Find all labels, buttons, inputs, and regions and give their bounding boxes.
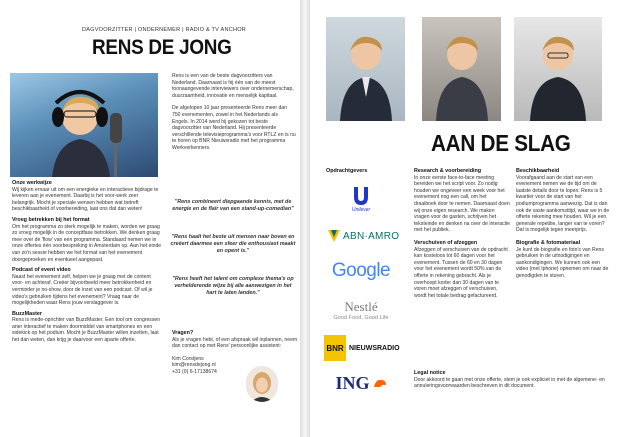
page-title: RENS DE JONG — [92, 36, 232, 59]
section-body: Naast het evenement zelf, helpen we je graag met de content voor- en achteraf. Creëer bijvoorbeeld meer betrokkenheid en verminder je no-show, door de inzet van een podcast. Of wil je video's gebruiken tijdens het evenement? Vraag naar de mogelijkheden waar Rens jouw verslaggever is. — [12, 273, 153, 307]
section-body: Voorafgaand aan de start van een evenement nemen we de tijd om de laatste details door te lopen. Rens is 5 kwartier voor de start van het podiumprogramma aanwezig. Dat is dan ook de vaste aankomsttijd, waar we in de offerte rekening mee houden. Wil je een generale repetitie, langer van te voren? Dat is mogelijk tegen meerprijs. — [516, 174, 610, 234]
contact-email[interactable]: kim@rensdejong.nl — [172, 362, 216, 369]
radio-studio-photo — [10, 73, 158, 177]
section-heading: Onze werkwijze — [12, 180, 52, 186]
section-heading: Beschikbaarheid — [516, 168, 560, 174]
section — [12, 217, 162, 263]
right-page — [310, 0, 618, 437]
section-body: Om het programma zo sterk mogelijk te maken, worden we graag zo vroeg mogelijk in de conceptfase betrokken. We denken graag mee over de 'flow' van een programma. Standaard nemen we in onze offertes één voorbespreking in Amsterdam op. Aan het einde van zo'n sessie hebben we het format van het evenement doorgeproeken en eventueel aangepast. — [12, 223, 162, 263]
tagline: DAGVOORZITTER | ONDERNEMER | RADIO & TV ANCHOR — [82, 27, 246, 33]
section-body: In onze eerste face-to-face meeting bereiden we het script voor. Zo nodig houden we ongeveer een week voor het evenement nog een call, om het draaiboek door te nemen. Daarnaast doen wij onze eigen research. We maken vragen voor de gasten, schrijven het teksteinde en denken na over de interactie met het publiek. — [414, 174, 510, 234]
abnamro-logo: ABN·AMRO — [320, 226, 402, 246]
portrait-photo — [514, 17, 602, 121]
contact-phone[interactable]: +31 (0) 6-17138674 — [172, 368, 217, 375]
left-sections — [12, 180, 162, 344]
section — [516, 240, 612, 280]
section-heading: Verschuiven of afzeggen — [414, 239, 478, 246]
section-body: Wij kijken ernaar uit om een energieke en interactieve bijdrage te leveren aan je evenement. Daarbij is het voor-werk zeer belangrijk. Mocht je speciale wensen hebben wat betreft beschikbaarheid of voorbereiding, laat ons dat dan weten! — [12, 186, 159, 213]
section — [12, 267, 162, 307]
contact-body: Als je vragen hebt, of een afspraak wil inplannen, neem dan contact op met Rens' persoonlijke assistent: — [172, 336, 298, 350]
intro-paragraph: De afgelopen 10 jaar presenteerde Rens meer dan 750 evenementen, zowel in het Nederlands als Engels. In 2014 werd hij gekozen tot beste dagvoorzitter van Nederland. Hij presenteerde verschillende televisieprogramma's voor RTLZ en is nu te horen op BNR Nieuwsradio met het programma Werkverkenners. — [172, 105, 296, 151]
quote: "Rens haalt het beste uit mensen naar boven en creëert daarmee een sfeer die enthousiast maakt en opent is." — [170, 234, 296, 254]
quote: "Rens combineert diepgaande kennis, met de energie en de flair van een stand-up-comedian" — [172, 199, 294, 212]
section-heading: BuzzMaster — [12, 310, 42, 317]
section-title: AAN DE SLAG — [431, 130, 571, 156]
section-body: Afzeggen of verschuiven van de opdracht kan kosteloos tot 60 dagen voor het evenement. Tussen de 60 en 30 dagen voor het evenement wordt 50% van de offerte in rekening gebracht. Als je overhoopt korter dan 30 dagen van te voren moet afzeggen of verschuiven, wordt het totale bedrag gefactureerd. — [414, 246, 508, 299]
section-heading: Biografie & fotomateriaal — [516, 239, 581, 246]
nestle-logo: Nestlé Good Food, Good Life — [333, 299, 389, 321]
contact-block — [172, 330, 300, 376]
left-page — [0, 0, 300, 437]
section-heading: Research & voorbereiding — [414, 168, 482, 174]
google-logo: Google — [331, 260, 391, 281]
clients-heading: Opdrachtgevers — [326, 168, 368, 174]
section-heading: Podcast of event video — [12, 267, 71, 274]
terms-column-1 — [414, 168, 510, 299]
section — [12, 311, 162, 344]
section-body: Je kunt de biografie en foto's van Rens gebruiken in de uitnodigingen en aankondigingen. We kunnen ook een video (met Iphone) opnemen om naar de genodigden te sturen. — [516, 246, 609, 279]
assistant-photo — [246, 366, 278, 402]
contact-heading: Vragen? — [172, 330, 194, 336]
unilever-logo: Unilever — [320, 182, 402, 216]
ing-lion-icon — [373, 377, 387, 389]
abnamro-shield-icon — [328, 230, 340, 242]
page-fold — [300, 0, 310, 437]
section-heading: Legal notice — [414, 370, 446, 376]
section — [414, 168, 510, 234]
section — [414, 240, 510, 299]
terms-column-2 — [516, 168, 612, 280]
ing-logo: ING — [320, 372, 402, 394]
legal-notice — [414, 370, 610, 390]
quote: "Rens heeft het talent om complexe thema's op verhelderende wijze bij alle aanwezigen in het hart te laten landen." — [172, 276, 294, 296]
contact-name: Kim Corstjens — [172, 355, 204, 362]
section-body: Door akkoord te gaan met onze offerte, stem je ook expliciet in met de algemene- en annuleringsvoorwaarden beschreven in dit document. — [414, 376, 605, 390]
section-heading: Vroeg betrekken bij het format — [12, 216, 90, 223]
section-body: Rens is mede-oprichter van BuzzMaster. Een tool om congressen aner interactief te maken doormiddel van smartphones en een sidekick op het podium. Mocht je BuzzMaster willen inzetten, laat het dan weten, dan krijg je daarvoor een aparte offerte. — [12, 317, 161, 344]
section — [12, 180, 162, 213]
intro-text — [172, 73, 296, 152]
portrait-photo — [326, 17, 405, 121]
intro-paragraph: Rens is een van de beste dagvoorzitters van Nederland. Daarnaast is hij één van de meest toonaangevende interviewers over ondernemerschap, duurzaamheid, innovatie en menselijk kapitaal. — [172, 73, 294, 99]
section — [516, 168, 612, 234]
portrait-photo — [422, 17, 501, 121]
bnr-logo: BNR NIEUWSRADIO — [320, 333, 402, 363]
